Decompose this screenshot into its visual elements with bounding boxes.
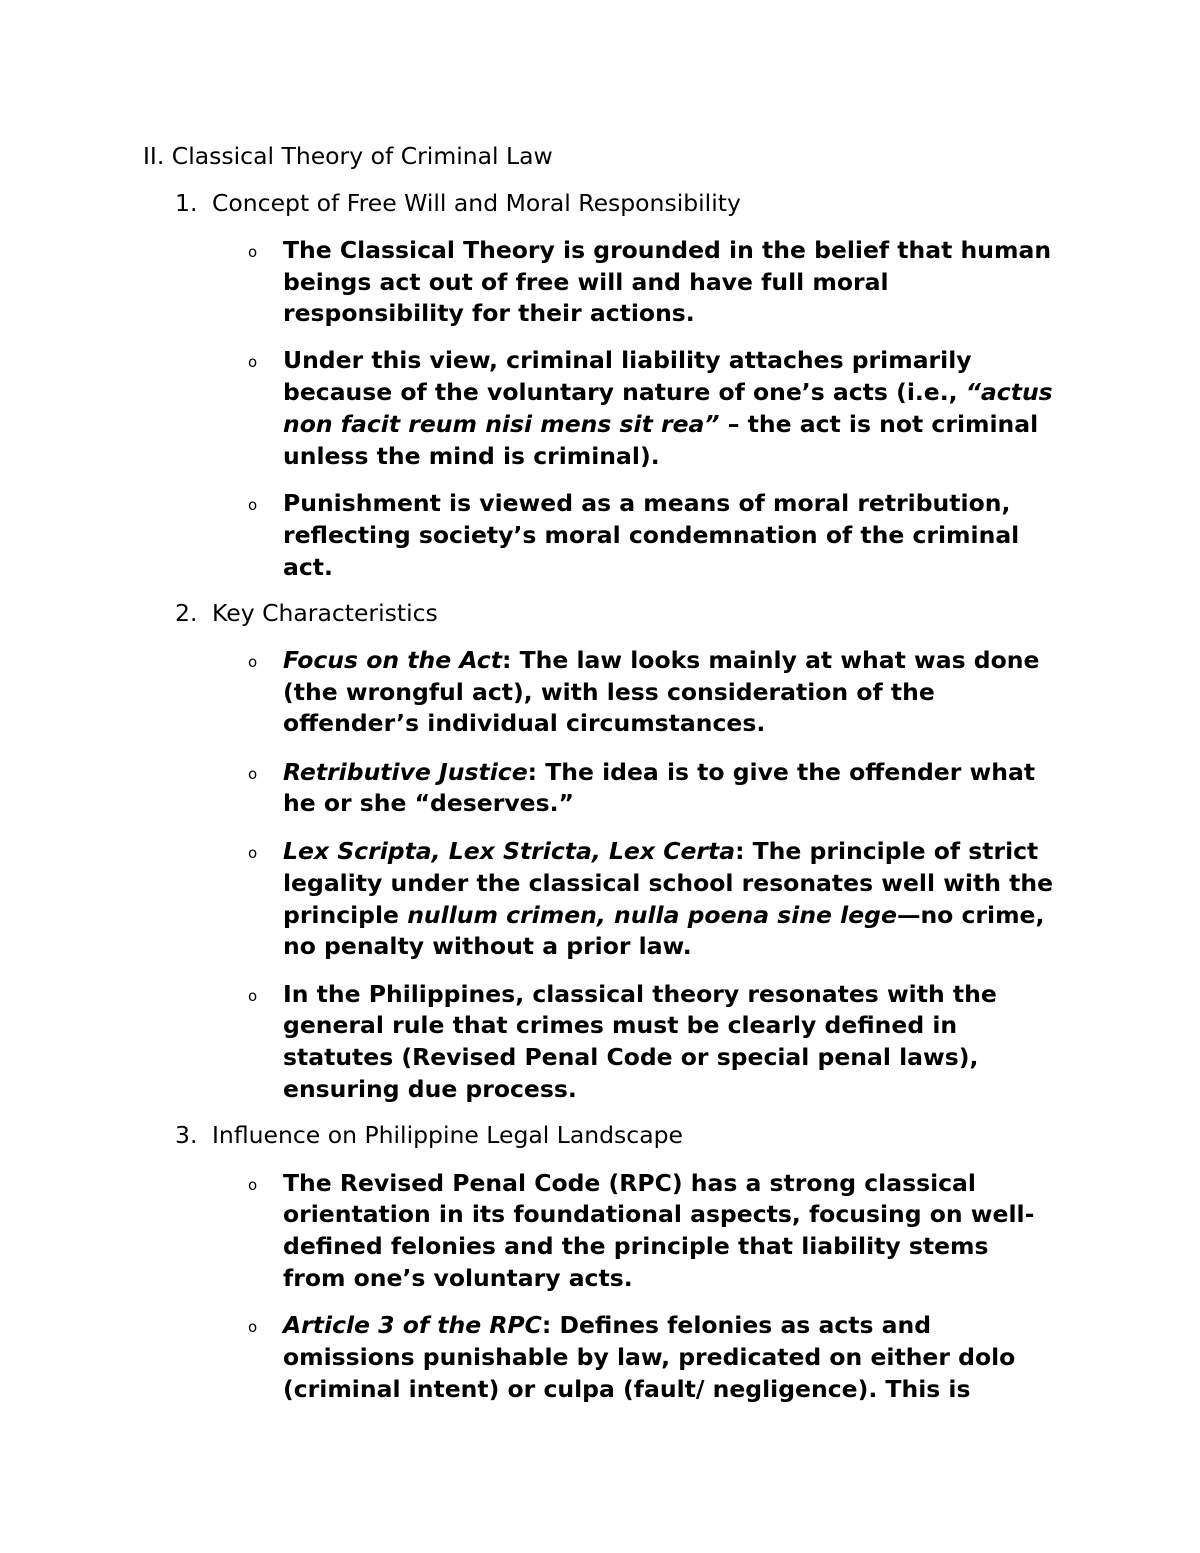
s2-b3-line1-text: : The principle of strict (735, 837, 1039, 865)
bullet-marker: o (248, 1176, 258, 1194)
s1-b3-line2: reflecting society’s moral condemnation of the criminal (283, 521, 1020, 549)
s2-b2-line2: he or she “deserves.” (283, 789, 574, 817)
s2-b3-line3 (283, 899, 1044, 931)
bullet-marker: o (248, 844, 258, 862)
s1-b2-line3 (283, 408, 1038, 440)
bullet-marker: o (248, 353, 258, 371)
s1-b2-line2-latin: “actus (965, 378, 1053, 406)
s2-b3-line1 (283, 835, 1038, 867)
s2-b4-line2: general rule that crimes must be clearly defined in (283, 1011, 958, 1039)
s3-b2-term: Article 3 of the RPC (283, 1311, 542, 1339)
section-3-number: 3. (175, 1121, 198, 1149)
bullet-marker: o (248, 765, 258, 783)
s3-b2-line1-text: : Defines felonies as acts and (541, 1311, 932, 1339)
s2-b2-line1 (283, 756, 1035, 788)
s1-b2-line2-text: because of the voluntary nature of one’s acts (i.e., (283, 378, 966, 406)
s1-b2-line4: unless the mind is criminal). (283, 442, 660, 470)
bullet-marker: o (248, 496, 258, 514)
section-1-number: 1. (175, 189, 198, 217)
bullet-marker: o (248, 987, 258, 1005)
s2-b4-line3: statutes (Revised Penal Code or special penal laws), (283, 1043, 979, 1071)
s1-b3-line1: Punishment is viewed as a means of moral retribution, (283, 489, 1011, 517)
s2-b3-line3-latin: nullum crimen, nulla poena sine lege (407, 901, 897, 929)
s2-b3-line3-tail: —no crime, (896, 901, 1045, 929)
bullet-marker: o (248, 653, 258, 671)
s2-b1-line1 (283, 644, 1039, 676)
s1-b2-line2 (283, 376, 1053, 408)
document-heading: II. Classical Theory of Criminal Law (143, 142, 553, 170)
bullet-marker: o (248, 243, 258, 261)
section-3-title: Influence on Philippine Legal Landscape (212, 1121, 683, 1149)
s3-b1-line4: from one’s voluntary acts. (283, 1264, 633, 1292)
s3-b1-line2: orientation in its foundational aspects, focusing on well- (283, 1200, 1035, 1228)
section-2-title: Key Characteristics (212, 599, 438, 627)
s3-b2-line1 (283, 1309, 931, 1341)
s1-b2-line1: Under this view, criminal liability attaches primarily (283, 346, 972, 374)
s1-b2-line3-latin: non facit reum nisi mens sit rea” (283, 410, 720, 438)
bullet-marker: o (248, 1318, 258, 1336)
s2-b3-term: Lex Scripta, Lex Stricta, Lex Certa (283, 837, 736, 865)
s2-b2-term: Retributive Justice (283, 758, 528, 786)
s3-b1-line3: defined felonies and the principle that liability stems (283, 1232, 989, 1260)
s1-b2-line3-text: – the act is not criminal (719, 410, 1039, 438)
s2-b2-line1-text: : The idea is to give the offender what (527, 758, 1036, 786)
s1-b1-line1: The Classical Theory is grounded in the belief that human (283, 236, 1052, 264)
s2-b1-line1-text: : The law looks mainly at what was done (501, 646, 1040, 674)
s2-b1-line2: (the wrongful act), with less consideration of the (283, 678, 935, 706)
s1-b3-line3: act. (283, 553, 333, 581)
s2-b3-line4: no penalty without a prior law. (283, 932, 692, 960)
s3-b2-line2: omissions punishable by law, predicated on either dolo (283, 1343, 1016, 1371)
s2-b3-line3-text: principle (283, 901, 408, 929)
s2-b1-line3: offender’s individual circumstances. (283, 709, 766, 737)
s1-b1-line2: beings act out of free will and have full moral (283, 268, 889, 296)
s3-b2-line3: (criminal intent) or culpa (fault/ negligence). This is (283, 1375, 971, 1403)
section-1-title: Concept of Free Will and Moral Responsibility (212, 189, 741, 217)
s2-b4-line1: In the Philippines, classical theory resonates with the (283, 980, 997, 1008)
s2-b3-line2: legality under the classical school resonates well with the (283, 869, 1054, 897)
s1-b1-line3: responsibility for their actions. (283, 299, 695, 327)
s3-b1-line1: The Revised Penal Code (RPC) has a strong classical (283, 1169, 976, 1197)
s2-b1-term: Focus on the Act (283, 646, 502, 674)
s2-b4-line4: ensuring due process. (283, 1075, 577, 1103)
section-2-number: 2. (175, 599, 198, 627)
